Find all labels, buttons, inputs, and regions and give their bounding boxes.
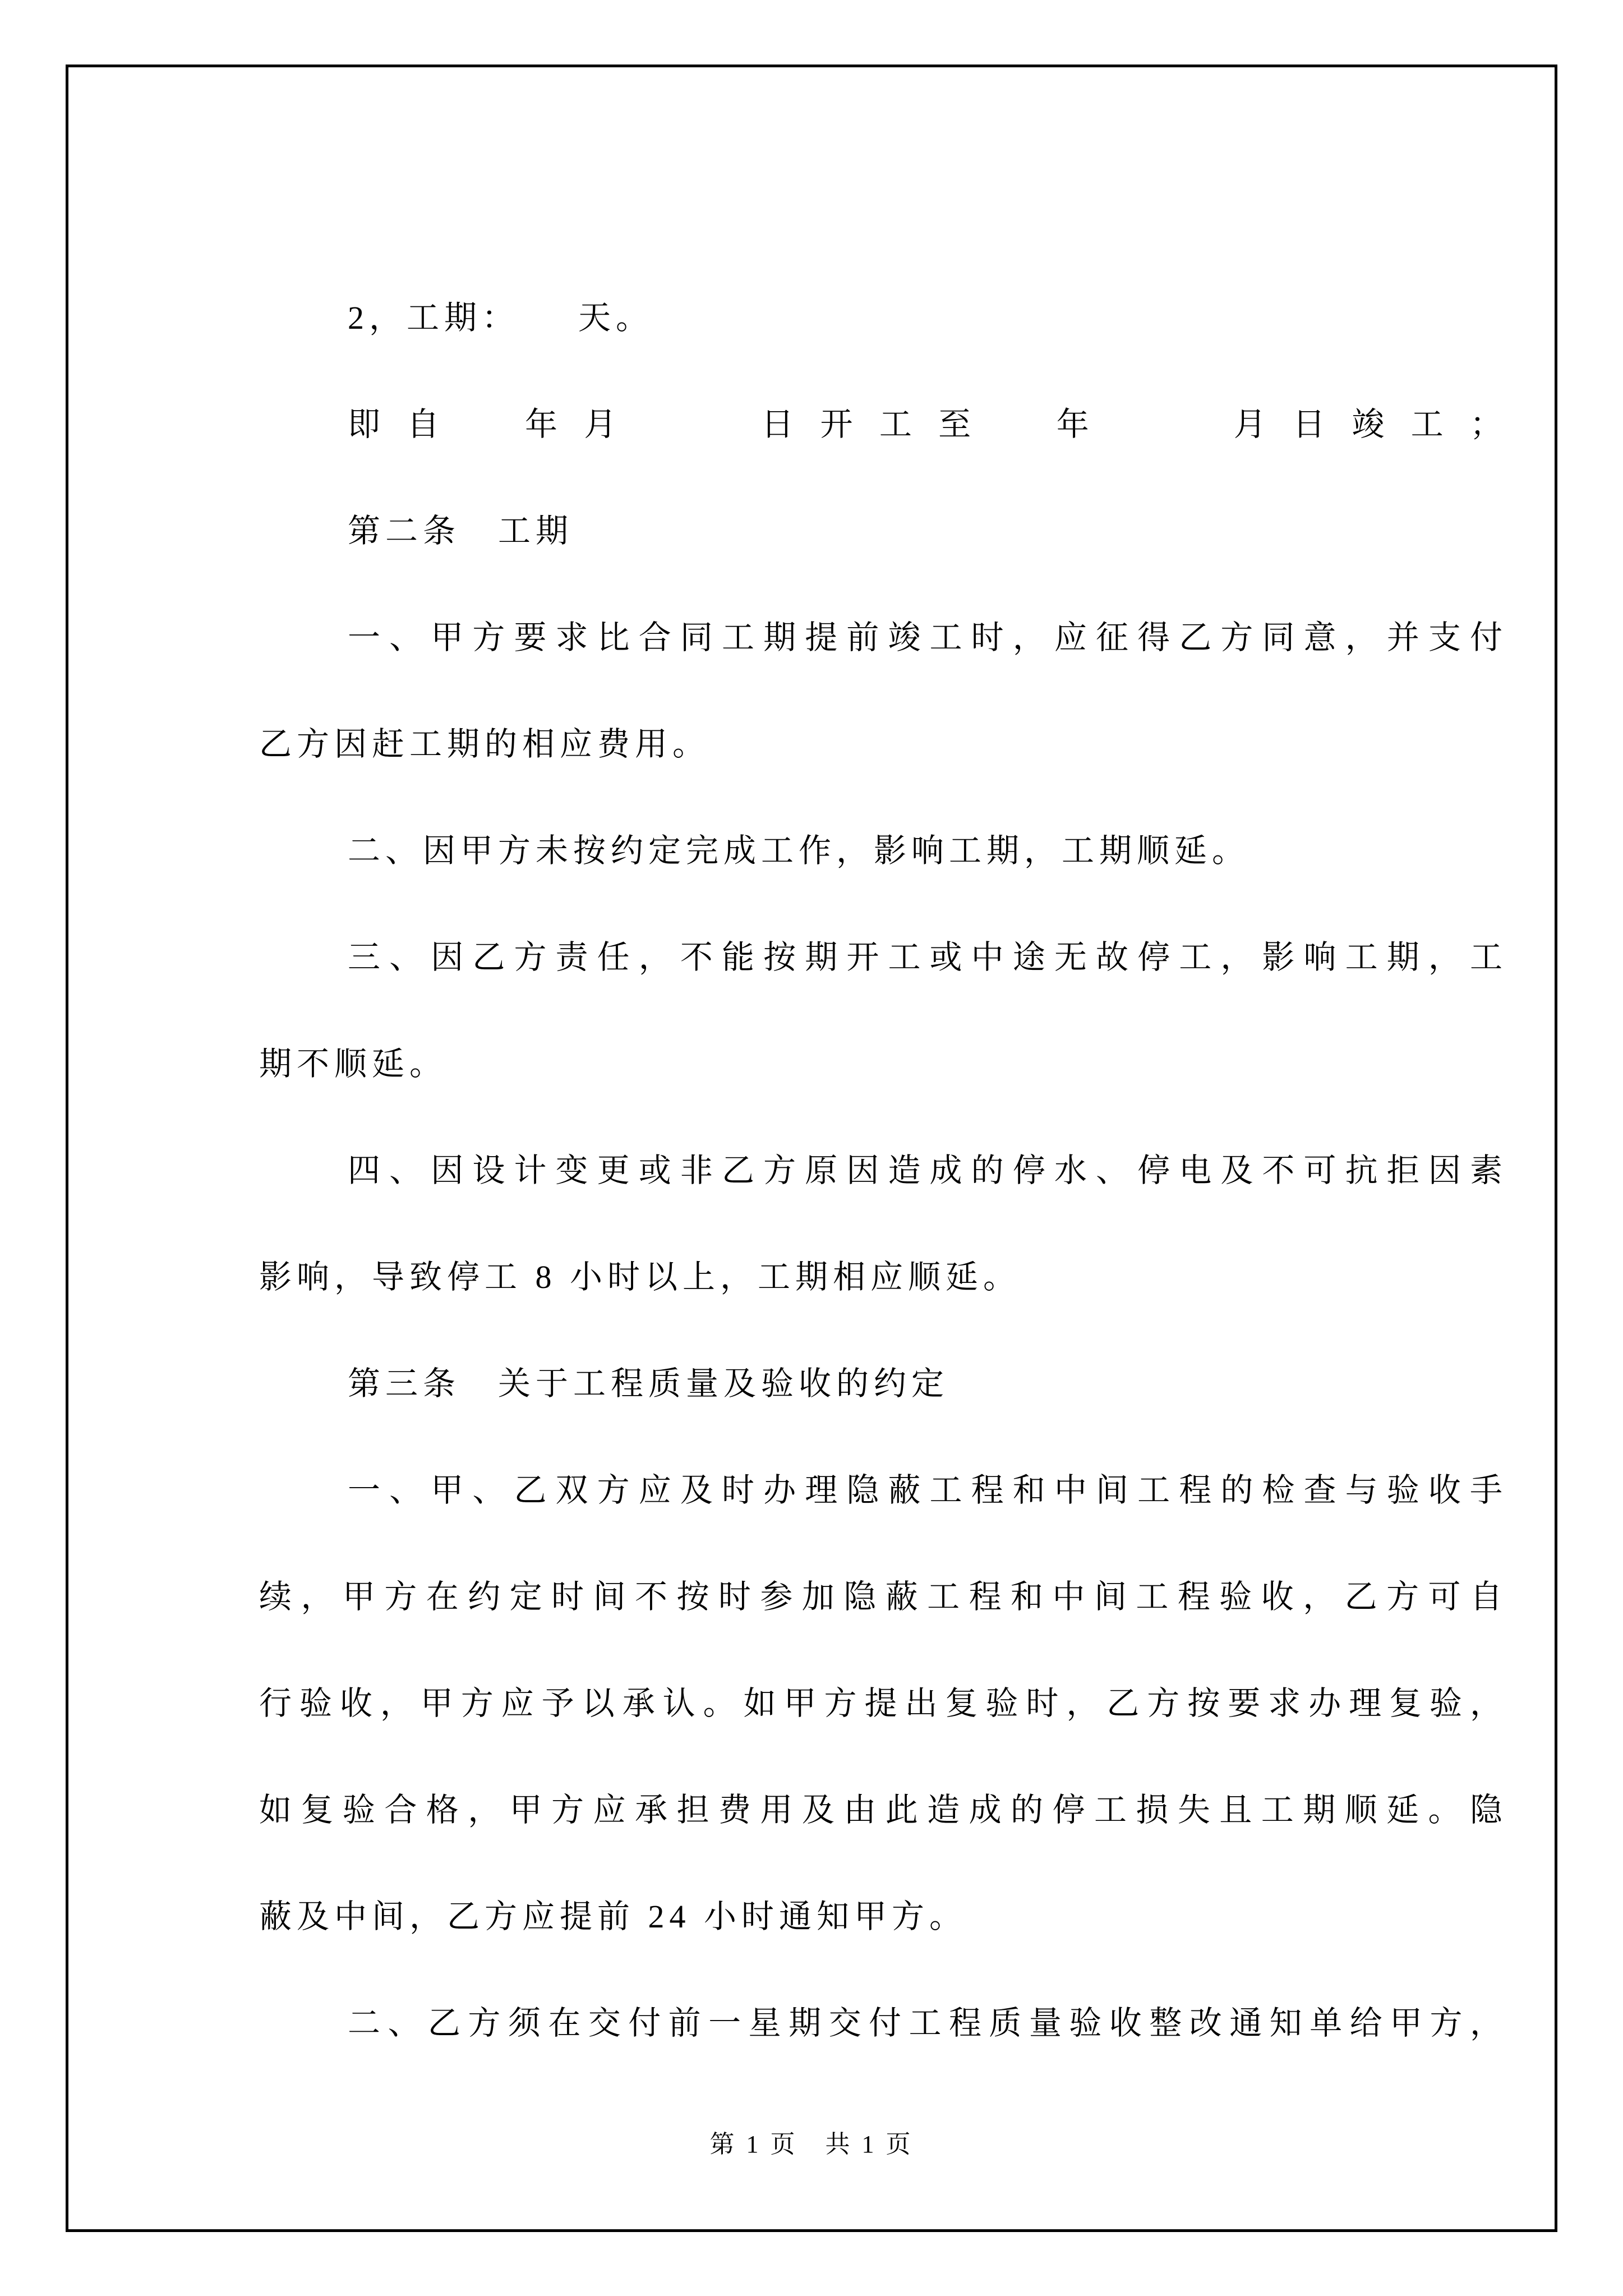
- text-line-15: 如复验合格，甲方应承担费用及由此造成的停工损失且工期顺延。隐: [259, 1792, 1507, 1828]
- text-line-7: 三、因乙方责任，不能按期开工或中途无故停工，影响工期，工: [348, 939, 1507, 976]
- text-line-4: 一、甲方要求比合同工期提前竣工时，应征得乙方同意，并支付: [348, 619, 1507, 656]
- text-line-16: 蔽及中间，乙方应提前 24 小时通知甲方。: [259, 1898, 967, 1935]
- text-line-9: 四、因设计变更或非乙方原因造成的停水、停电及不可抗拒因素: [348, 1152, 1507, 1189]
- text-line-2: 即自 年月 日开工至 年 月日竣工；: [348, 406, 1507, 443]
- text-line-3: 第二条 工期: [348, 513, 574, 549]
- text-line-6: 二、因甲方未按约定完成工作，影响工期，工期顺延。: [348, 832, 1250, 869]
- page-border-frame: [66, 65, 1557, 2232]
- text-line-11: 第三条 关于工程质量及验收的约定: [348, 1365, 949, 1402]
- text-line-17: 二、乙方须在交付前一星期交付工程质量验收整改通知单给甲方，: [348, 2005, 1507, 2041]
- text-line-8: 期不顺延。: [259, 1046, 448, 1082]
- text-line-5: 乙方因赶工期的相应费用。: [259, 726, 711, 762]
- text-line-10: 影响，导致停工 8 小时以上，工期相应顺延。: [259, 1259, 1021, 1295]
- text-line-12: 一、甲、乙双方应及时办理隐蔽工程和中间工程的检查与验收手: [348, 1472, 1507, 1508]
- text-line-14: 行验收，甲方应予以承认。如甲方提出复验时，乙方按要求办理复验，: [259, 1685, 1507, 1722]
- page-number: 第 1 页 共 1 页: [709, 2131, 914, 2158]
- document-body: [259, 265, 1507, 2077]
- page-footer: [0, 2125, 1623, 2164]
- text-line-13: 续，甲方在约定时间不按时参加隐蔽工程和中间工程验收，乙方可自: [259, 1579, 1507, 1615]
- text-line-1: 2，工期： 天。: [348, 300, 654, 336]
